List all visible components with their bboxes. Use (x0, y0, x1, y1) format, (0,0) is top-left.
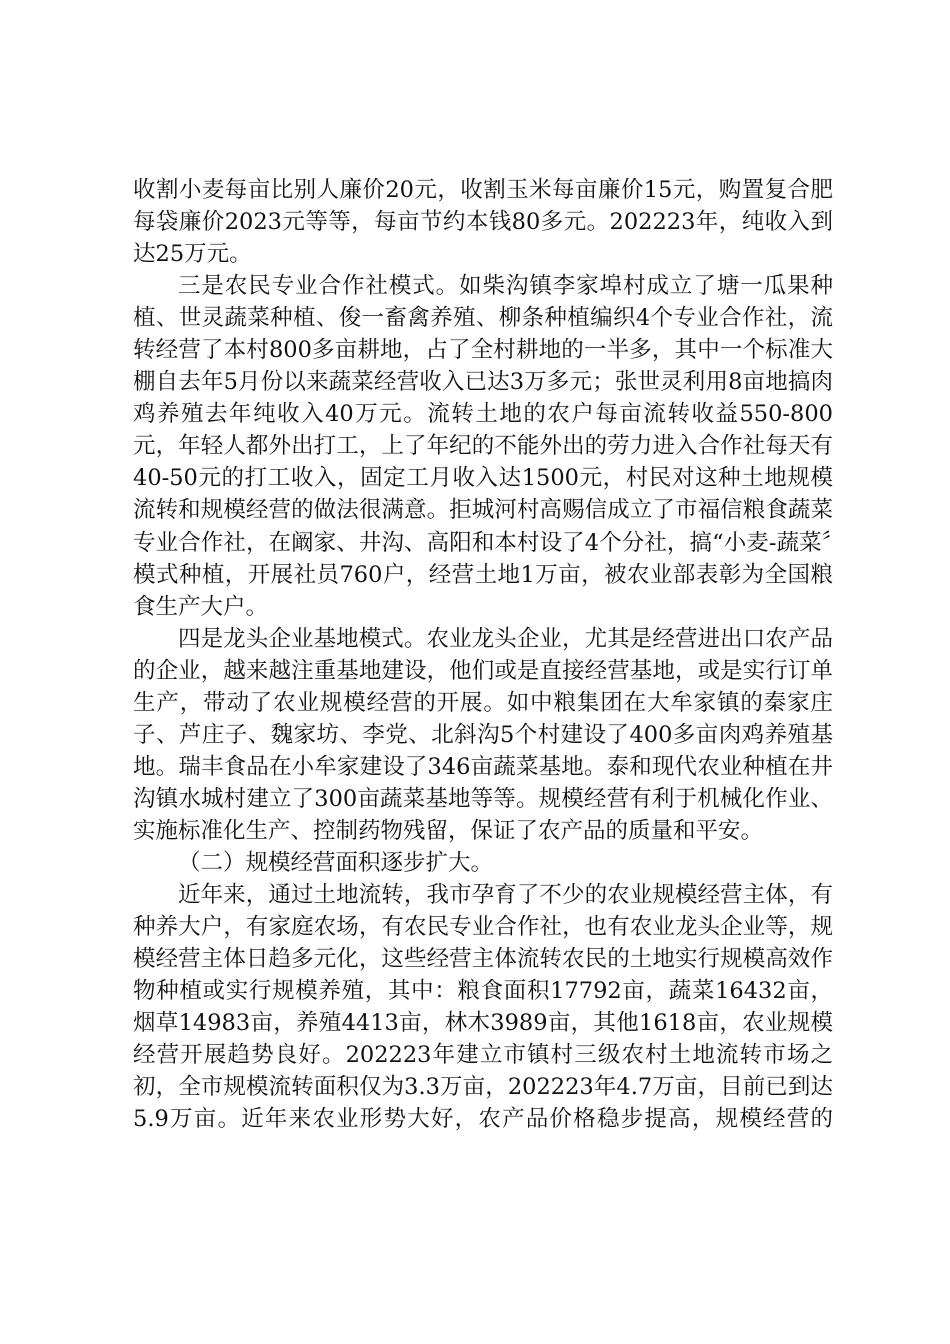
paragraph-scale-expansion: 近年来，通过土地流转，我市孕育了不少的农业规模经营主体，有种养大户，有家庭农场，有农民专业合作社，也有农业龙头企业等，规模经营主体日趋多元化，这些经营主体流转农民的土地实行规模高效作物种植或实行规模养殖，其中：粮食面积17792亩，蔬菜16432亩，烟草14983亩，养殖4413亩，林木3989亩，其他1618亩，农业规模经营开展趋势良好。202223年建立市镇村三级农村土地流转市场之初，全市规模流转面积仅为3.3万亩，202223年4.7万亩，目前已到达5.9万亩。近年来农业形势大好，农产品价格稳步提高，规模经营的 (133, 882, 833, 1133)
document-body (133, 174, 833, 1135)
section-heading: （二）规模经营面积逐步扩大。 (178, 849, 494, 876)
paragraph-continuation: 收割小麦每亩比别人廉价20元，收割玉米每亩廉价15元，购置复合肥每袋廉价2023元等等，每亩节约本钱80多元。202223年，纯收入到达25万元。 (133, 177, 833, 268)
paragraph-cooperative-model: 三是农民专业合作社模式。如柴沟镇李家埠村成立了塘一瓜果种植、世灵蔬菜种植、俊一畜禽养殖、柳条种植编织4个专业合作社，流转经营了本村800多亩耕地，占了全村耕地的一半多，其中一个标准大棚自去年5月份以来蔬菜经营收入已达3万多元；张世灵利用8亩地搞肉鸡养殖去年纯收入40万元。流转土地的农户每亩流转收益550-800元，年轻人都外出打工，上了年纪的不能外出的劳力进入合作社每天有40-50元的打工收入，固定工月收入达1500元，村民对这种土地规模流转和规模经营的做法很满意。拒城河村高赐信成立了市福信粮食蔬菜专业合作社，在阚家、井沟、高阳和本村设了4个分社，搞“小麦-蔬菜〞模式种植，开展社员760户，经营土地1万亩，被农业部表彰为全国粮食生产大户。 (133, 273, 833, 620)
paragraph-leading-enterprise-model: 四是龙头企业基地模式。农业龙头企业，尤其是经营进出口农产品的企业，越来越注重基地建设，他们或是直接经营基地，或是实行订单生产，带动了农业规模经营的开展。如中粮集团在大牟家镇的秦家庄子、芦庄子、魏家坊、李党、北斜沟5个村建设了400多亩肉鸡养殖基地。瑞丰食品在小牟家建设了346亩蔬菜基地。泰和现代农业种植在井沟镇水城村建立了300亩蔬菜基地等等。规模经营有利于机械化作业、实施标准化生产、控制药物残留，保证了农产品的质量和平安。 (133, 625, 833, 844)
